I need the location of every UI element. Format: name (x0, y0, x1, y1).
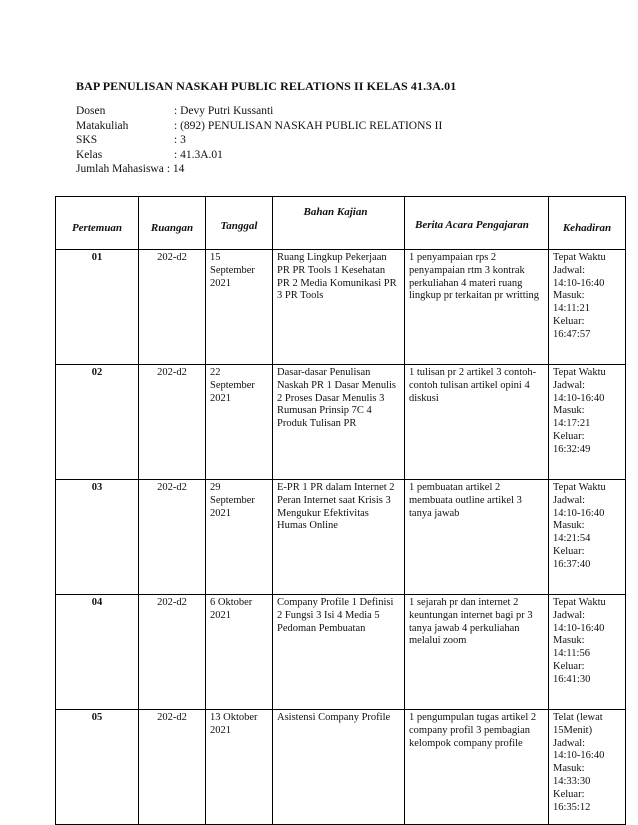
cell-kehadiran (549, 595, 626, 710)
kehadiran-masuk-label: Masuk: (553, 290, 585, 302)
header-tanggal: Tanggal (206, 197, 273, 250)
info-row-dosen (76, 104, 442, 119)
info-row-sks (76, 133, 442, 148)
kehadiran-jadwal-label: Jadwal: (553, 379, 586, 391)
table-row (56, 595, 626, 710)
cell-kehadiran (549, 250, 626, 365)
kehadiran-jadwal-label: Jadwal: (553, 264, 586, 276)
cell-ruangan: 202-d2 (139, 365, 206, 480)
course-info (76, 104, 442, 177)
kehadiran-status: Tepat Waktu (553, 482, 606, 493)
kehadiran-status: Tepat Waktu (553, 597, 606, 608)
kehadiran-keluar: 16:47:57 (553, 328, 591, 340)
cell-berita-acara: 1 sejarah pr dan internet 2 keuntungan internet bagi pr 3 tanya jawab 4 perkuliahan melalui zoom (405, 595, 549, 710)
kehadiran-masuk-label: Masuk: (553, 405, 585, 417)
info-row-kelas (76, 148, 442, 163)
header-kehadiran: Kehadiran (549, 197, 626, 250)
kehadiran-jadwal-label: Jadwal: (553, 494, 586, 506)
kehadiran-status: Tepat Waktu (553, 252, 606, 263)
kelas-label: Kelas (76, 148, 103, 161)
cell-berita-acara: 1 pengumpulan tugas artikel 2 company profil 3 pembagian kelompok company profile (405, 710, 549, 825)
kehadiran-masuk: 14:11:56 (553, 648, 590, 660)
kelas-value: : 41.3A.01 (174, 148, 223, 163)
kehadiran-masuk: 14:21:54 (553, 533, 591, 545)
cell-tanggal: 13 Oktober 2021 (206, 710, 273, 825)
dosen-value: : Devy Putri Kussanti (174, 104, 273, 119)
table-row (56, 250, 626, 365)
kehadiran-keluar-label: Keluar: (553, 315, 585, 327)
bap-table (55, 196, 626, 825)
kehadiran-keluar-label: Keluar: (553, 545, 585, 557)
matakuliah-label: Matakuliah (76, 119, 129, 132)
cell-kehadiran (549, 480, 626, 595)
header-berita-acara: Berita Acara Pengajaran (405, 197, 549, 250)
header-bahan-kajian: Bahan Kajian (273, 197, 405, 250)
cell-tanggal: 22 September 2021 (206, 365, 273, 480)
matakuliah-value: : (892) PENULISAN NASKAH PUBLIC RELATIONS II (174, 119, 442, 134)
cell-bahan-kajian: Company Profile 1 Definisi 2 Fungsi 3 Isi 4 Media 5 Pedoman Pembuatan (273, 595, 405, 710)
header-pertemuan: Pertemuan (56, 197, 139, 250)
cell-berita-acara: 1 pembuatan artikel 2 membuata outline artikel 3 tanya jawab (405, 480, 549, 595)
info-row-matakuliah (76, 119, 442, 134)
header-ruangan: Ruangan (139, 197, 206, 250)
kehadiran-status: Telat (lewat 15Menit) (553, 712, 603, 736)
sks-value: : 3 (174, 133, 186, 148)
table-row (56, 480, 626, 595)
table-header-row (56, 197, 626, 250)
kehadiran-keluar: 16:35:12 (553, 801, 591, 813)
kehadiran-jadwal-label: Jadwal: (553, 609, 586, 621)
kehadiran-keluar: 16:37:40 (553, 558, 591, 570)
cell-pertemuan: 01 (56, 250, 139, 365)
cell-ruangan: 202-d2 (139, 480, 206, 595)
kehadiran-masuk-label: Masuk: (553, 635, 585, 647)
cell-kehadiran (549, 710, 626, 825)
kehadiran-jadwal: 14:10-16:40 (553, 750, 605, 762)
kehadiran-jadwal: 14:10-16:40 (553, 622, 605, 634)
kehadiran-jadwal-label: Jadwal: (553, 737, 586, 749)
cell-berita-acara: 1 penyampaian rps 2 penyampaian rtm 3 kontrak perkuliahan 4 materi ruang lingkup pr terkaitan pr writting (405, 250, 549, 365)
kehadiran-masuk: 14:33:30 (553, 775, 591, 787)
kehadiran-jadwal: 14:10-16:40 (553, 277, 605, 289)
kehadiran-keluar-label: Keluar: (553, 660, 585, 672)
kehadiran-masuk: 14:11:21 (553, 303, 590, 315)
cell-tanggal: 6 Oktober 2021 (206, 595, 273, 710)
cell-pertemuan: 03 (56, 480, 139, 595)
cell-bahan-kajian: Asistensi Company Profile (273, 710, 405, 825)
cell-kehadiran (549, 365, 626, 480)
cell-ruangan: 202-d2 (139, 250, 206, 365)
table-row (56, 710, 626, 825)
cell-bahan-kajian: Ruang Lingkup Pekerjaan PR PR Tools 1 Kesehatan PR 2 Media Komunikasi PR 3 PR Tools (273, 250, 405, 365)
kehadiran-masuk-label: Masuk: (553, 763, 585, 775)
cell-ruangan: 202-d2 (139, 710, 206, 825)
document-title: BAP PENULISAN NASKAH PUBLIC RELATIONS II KELAS 41.3A.01 (76, 79, 457, 93)
cell-bahan-kajian: E-PR 1 PR dalam Internet 2 Peran Internet saat Krisis 3 Mengukur Efektivitas Humas Online (273, 480, 405, 595)
sks-label: SKS (76, 134, 98, 146)
cell-pertemuan: 02 (56, 365, 139, 480)
kehadiran-keluar: 16:41:30 (553, 673, 591, 685)
cell-pertemuan: 05 (56, 710, 139, 825)
kehadiran-keluar: 16:32:49 (553, 443, 591, 455)
kehadiran-jadwal: 14:10-16:40 (553, 507, 605, 519)
cell-bahan-kajian: Dasar-dasar Penulisan Naskah PR 1 Dasar Menulis 2 Proses Dasar Menulis 3 Rumusan Prinsip 7C 4 Produk Tulisan PR (273, 365, 405, 480)
cell-ruangan: 202-d2 (139, 595, 206, 710)
dosen-label: Dosen (76, 105, 106, 117)
cell-tanggal: 29 September 2021 (206, 480, 273, 595)
kehadiran-jadwal: 14:10-16:40 (553, 392, 605, 404)
cell-tanggal: 15 September 2021 (206, 250, 273, 365)
cell-pertemuan: 04 (56, 595, 139, 710)
table-row (56, 365, 626, 480)
kehadiran-keluar-label: Keluar: (553, 788, 585, 800)
jumlah-value: : 14 (167, 162, 185, 177)
kehadiran-masuk-label: Masuk: (553, 520, 585, 532)
kehadiran-masuk: 14:17:21 (553, 418, 591, 430)
jumlah-label: Jumlah Mahasiswa (76, 163, 164, 175)
info-row-jumlah (76, 162, 442, 177)
cell-berita-acara: 1 tulisan pr 2 artikel 3 contoh-contoh tulisan artikel opini 4 diskusi (405, 365, 549, 480)
kehadiran-keluar-label: Keluar: (553, 430, 585, 442)
kehadiran-status: Tepat Waktu (553, 367, 606, 378)
